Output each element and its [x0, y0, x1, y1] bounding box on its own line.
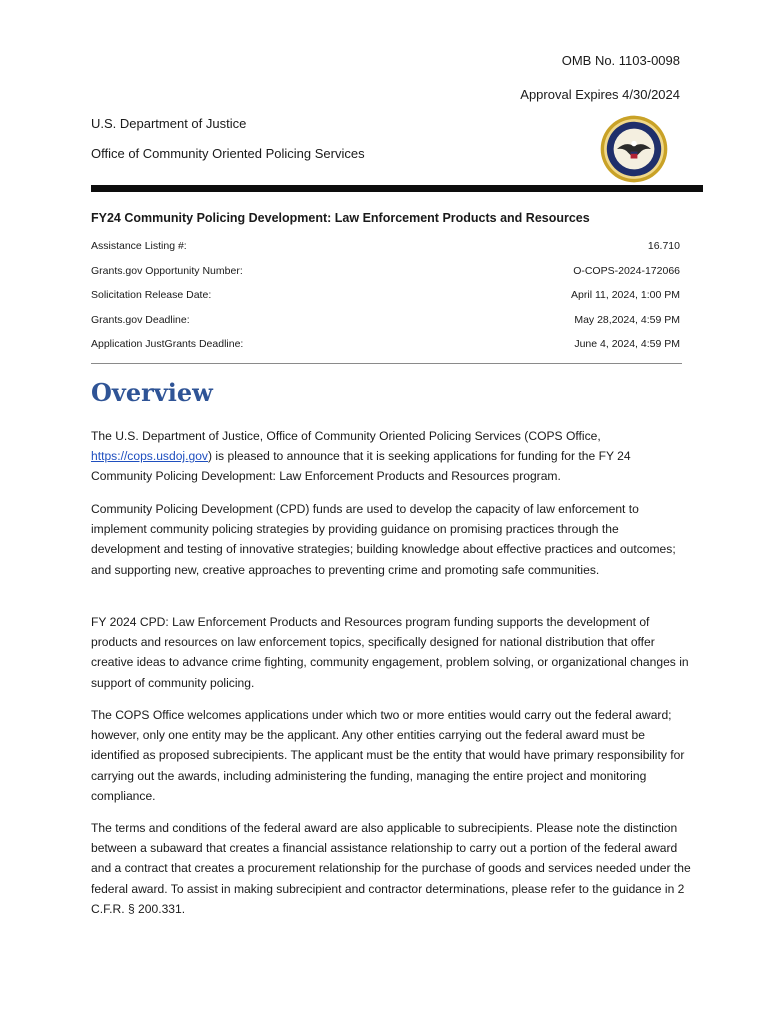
info-value: June 4, 2024, 4:59 PM [574, 338, 680, 350]
paragraph-text: Community Policing Development (CPD) funds are used to develop the capacity of law enforcement to implement community policing strategies by providing guidance on promising practices through the development and testing of innovative strategies; building knowledge about effective practices and outcomes; and supporting new, creative approaches to preventing crime and promoting safe communities. [91, 502, 676, 577]
cops-website-link[interactable]: https://cops.usdoj.gov [91, 449, 208, 464]
info-row-justgrants-deadline [91, 338, 680, 350]
paragraph-text: The U.S. Department of Justice, Office of Community Oriented Policing Services (COPS Office, [91, 429, 601, 443]
paragraph-text: ) is pleased to announce that it is seeking applications for funding for the FY 24 Community Policing Development: Law Enforcement Products and Resources program. [91, 449, 631, 484]
info-value: May 28,2024, 4:59 PM [574, 314, 680, 326]
department-name: U.S. Department of Justice [91, 116, 247, 131]
info-value: O-COPS-2024-172066 [573, 265, 680, 277]
info-label: Solicitation Release Date: [91, 289, 212, 301]
info-value: April 11, 2024, 1:00 PM [571, 289, 680, 301]
info-divider [91, 363, 682, 364]
info-row-assistance-listing [91, 240, 680, 252]
paragraph-text: The terms and conditions of the federal award are also applicable to subrecipients. Please note the distinction between a subaward that creates a financial assistance relationship to carry out a portion of the federal award and a contract that creates a procurement relationship for the purchase of goods and services needed under the federal award. To assist in making subrecipient and contractor determinations, please refer to the guidance in 2 C.F.R. § 200.331. [91, 821, 691, 916]
paragraph-text: The COPS Office welcomes applications under which two or more entities would carry out the federal award; however, only one entity may be the applicant. Any other entities carrying out the federal award must be identified as proposed subrecipients. The applicant must be the entity that would have primary responsibility for carrying out the awards, including administering the funding, managing the entire project and monitoring compliance. [91, 708, 685, 803]
info-row-opportunity-number [91, 265, 680, 277]
paragraph-text: FY 2024 CPD: Law Enforcement Products and Resources program funding supports the development of products and resources on law enforcement topics, specifically designed for national distribution that offer creative ideas to advance crime fighting, community engagement, problem solving, or organizational changes in support of community policing. [91, 615, 689, 690]
approval-expires: Approval Expires 4/30/2024 [520, 87, 680, 102]
info-row-release-date [91, 289, 680, 301]
info-label: Grants.gov Opportunity Number: [91, 265, 243, 277]
info-label: Application JustGrants Deadline: [91, 338, 244, 350]
info-label: Grants.gov Deadline: [91, 314, 190, 326]
solicitation-title: FY24 Community Policing Development: Law Enforcement Products and Resources [91, 211, 590, 225]
paragraph-cpd-funds [91, 499, 691, 580]
doj-seal-icon [600, 115, 668, 183]
paragraph-applicants [91, 705, 691, 806]
paragraph-subrecipients [91, 818, 691, 919]
info-value: 16.710 [647, 240, 680, 252]
header-divider [91, 185, 703, 192]
info-label: Assistance Listing #: [91, 240, 187, 252]
section-heading-overview: Overview [91, 378, 213, 407]
paragraph-intro [91, 426, 691, 487]
info-row-grants-deadline [91, 314, 680, 326]
office-name: Office of Community Oriented Policing Services [91, 146, 365, 161]
omb-number: OMB No. 1103-0098 [561, 53, 680, 68]
paragraph-program-funding [91, 612, 691, 693]
